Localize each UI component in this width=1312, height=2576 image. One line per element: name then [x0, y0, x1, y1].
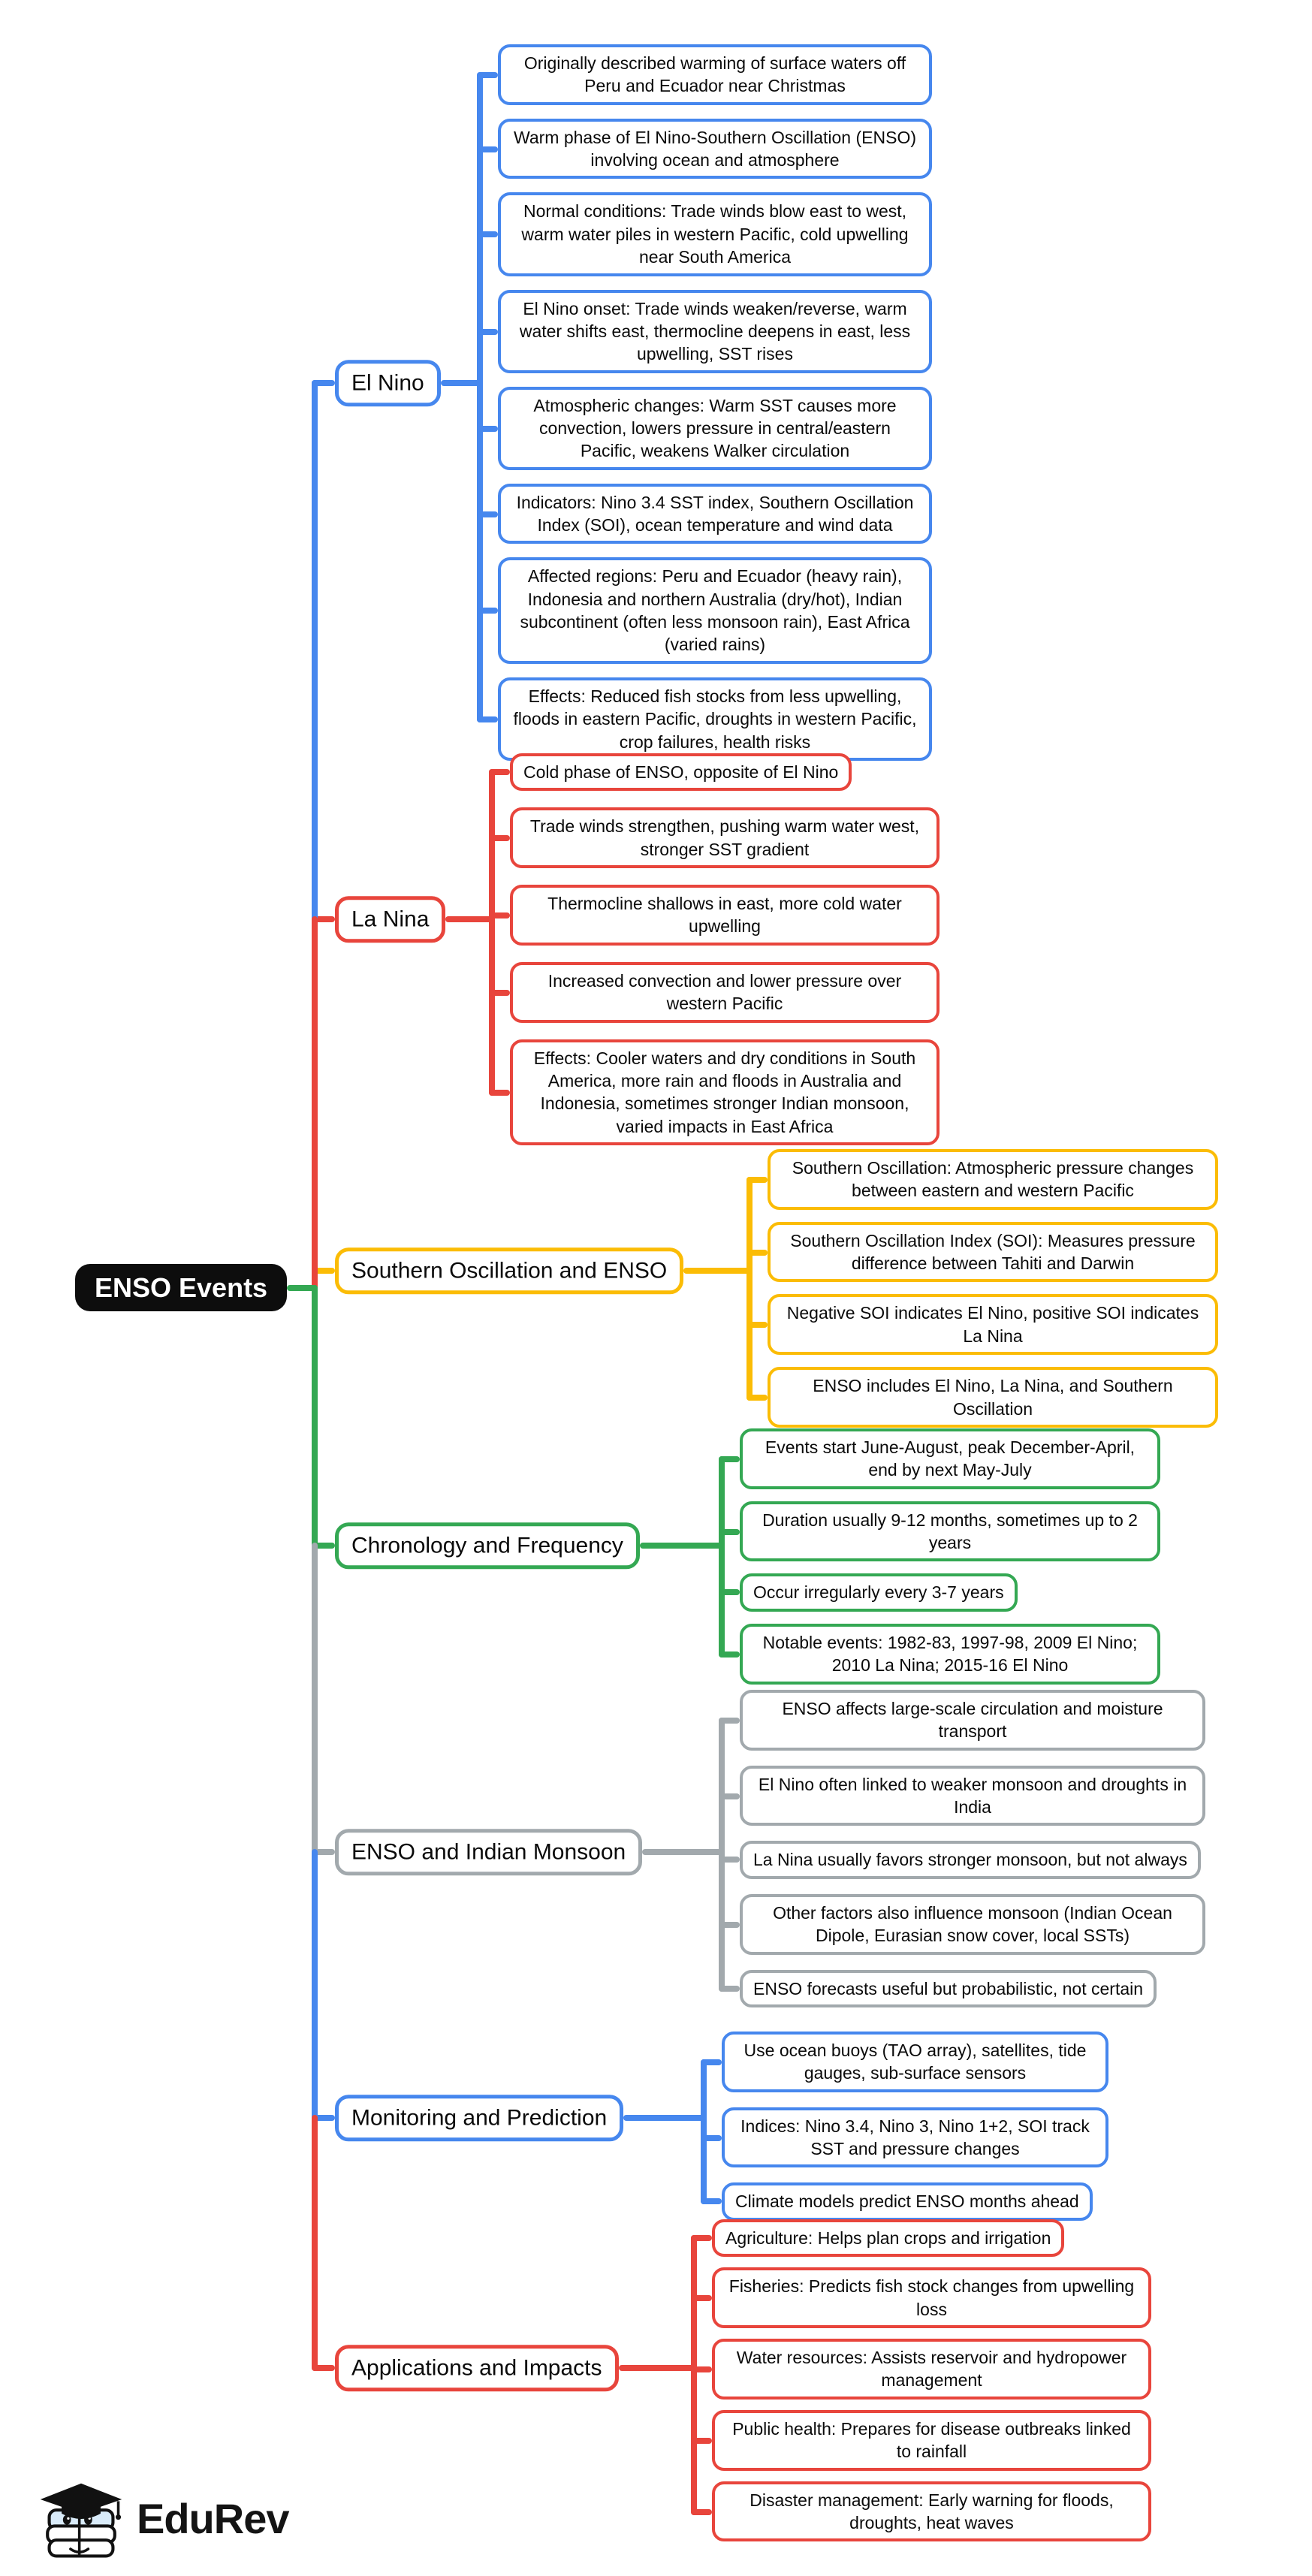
branch-label-monitoring: Monitoring and Prediction — [335, 2095, 623, 2141]
branch-label-applications: Applications and Impacts — [335, 2345, 619, 2391]
connector-line — [701, 2135, 722, 2141]
leaf-node: Use ocean buoys (TAO array), satellites, tide gauges, sub-surface sensors — [722, 2032, 1108, 2092]
leaf-node: Effects: Cooler waters and dry conditions in South America, more rain and floods in Australia and Indonesia, sometimes stronger Indian monsoon, varied impacts in East Africa — [510, 1039, 940, 1145]
leaf-node: Southern Oscillation Index (SOI): Measures pressure difference between Tahiti and Darwin — [768, 1222, 1218, 1283]
connector-line — [746, 1177, 753, 1401]
connector-line — [477, 231, 498, 237]
connector-line — [287, 1285, 318, 1291]
connector-line — [746, 1395, 768, 1401]
connector-line — [691, 2295, 712, 2301]
edurev-mascot-icon — [36, 2475, 126, 2562]
connector-line — [719, 1529, 740, 1535]
connector-line — [619, 2365, 697, 2371]
connector-line — [312, 2115, 318, 2371]
connector-line — [477, 511, 498, 517]
leaf-node: Other factors also influence monsoon (Indian Ocean Dipole, Eurasian snow cover, local SSTs) — [740, 1894, 1205, 1955]
leaf-node: Originally described warming of surface waters off Peru and Ecuador near Christmas — [498, 44, 932, 105]
connector-line — [623, 2115, 707, 2121]
connector-line — [719, 1922, 740, 1928]
leaf-node: Duration usually 9-12 months, sometimes up to 2 years — [740, 1501, 1160, 1562]
connector-line — [701, 2198, 722, 2204]
leaf-node: Climate models predict ENSO months ahead — [722, 2182, 1093, 2220]
connector-line — [489, 769, 495, 1096]
leaf-node: Increased convection and lower pressure over western Pacific — [510, 962, 940, 1023]
leaf-node: Events start June-August, peak December-April, end by next May-July — [740, 1428, 1160, 1489]
leaf-node: Thermocline shallows in east, more cold water upwelling — [510, 885, 940, 946]
leaf-node: Indices: Nino 3.4, Nino 3, Nino 1+2, SOI track SST and pressure changes — [722, 2107, 1108, 2168]
connector-line — [312, 1285, 318, 1549]
leaf-node: Disaster management: Early warning for floods, droughts, heat waves — [712, 2481, 1151, 2542]
leaf-node: Southern Oscillation: Atmospheric pressure changes between eastern and western Pacific — [768, 1149, 1218, 1210]
branch-label-la-nina: La Nina — [335, 896, 445, 943]
connector-line — [477, 426, 498, 432]
connector-line — [477, 716, 498, 722]
leaf-node: Trade winds strengthen, pushing warm water west, stronger SST gradient — [510, 807, 940, 868]
leaf-node: Notable events: 1982-83, 1997-98, 2009 El Nino; 2010 La Nina; 2015-16 El Nino — [740, 1624, 1160, 1685]
connector-line — [719, 1589, 740, 1595]
connector-line — [701, 2059, 722, 2065]
leaf-node: El Nino onset: Trade winds weaken/reverse, warm water shifts east, thermocline deepens in east, less upwelling, SST rises — [498, 290, 932, 373]
branch-label-el-nino: El Nino — [335, 360, 441, 406]
leaf-node: La Nina usually favors stronger monsoon, but not always — [740, 1841, 1201, 1878]
connector-line — [477, 146, 498, 152]
connector-line — [719, 1456, 740, 1462]
leaf-node: Public health: Prepares for disease outbreaks linked to rainfall — [712, 2410, 1151, 2471]
connector-line — [701, 2059, 707, 2205]
connector-line — [445, 916, 495, 922]
leaf-node: Indicators: Nino 3.4 SST index, Southern Oscillation Index (SOI), ocean temperature and wind data — [498, 484, 932, 544]
connector-line — [746, 1250, 768, 1256]
connector-line — [312, 1543, 318, 1855]
edurev-logo-text: EduRev — [137, 2495, 289, 2542]
connector-line — [691, 2366, 712, 2372]
connector-line — [489, 769, 510, 775]
connector-line — [691, 2235, 697, 2515]
leaf-node: Affected regions: Peru and Ecuador (heavy rain), Indonesia and northern Australia (dry/hot), Indian subcontinent (often less monsoon rain), East Africa (varied rains) — [498, 557, 932, 663]
leaf-node: Agriculture: Helps plan crops and irrigation — [712, 2219, 1064, 2257]
connector-line — [477, 329, 498, 335]
leaf-node: ENSO affects large-scale circulation and moisture transport — [740, 1690, 1205, 1751]
branch-label-chronology: Chronology and Frequency — [335, 1522, 640, 1569]
connector-line — [640, 1543, 725, 1549]
leaf-node: ENSO forecasts useful but probabilistic, not certain — [740, 1970, 1157, 2007]
connector-line — [477, 72, 483, 722]
connector-line — [719, 1456, 725, 1658]
branch-leaves-monitoring — [722, 2032, 1108, 2221]
branch-leaves-indian-monsoon — [740, 1690, 1205, 2007]
leaf-node: Fisheries: Predicts fish stock changes from upwelling loss — [712, 2267, 1151, 2328]
connector-line — [719, 1718, 740, 1724]
connector-line — [719, 1793, 740, 1799]
connector-line — [746, 1322, 768, 1328]
branch-label-indian-monsoon: ENSO and Indian Monsoon — [335, 1829, 642, 1875]
connector-line — [642, 1849, 725, 1855]
connector-line — [312, 380, 318, 922]
connector-line — [477, 72, 498, 78]
leaf-node: Occur irregularly every 3-7 years — [740, 1573, 1018, 1611]
leaf-node: Warm phase of El Nino-Southern Oscillation (ENSO) involving ocean and atmosphere — [498, 119, 932, 179]
connector-line — [312, 1849, 318, 2121]
connector-line — [719, 1651, 740, 1658]
connector-line — [691, 2235, 712, 2241]
leaf-node: Normal conditions: Trade winds blow east to west, warm water piles in western Pacific, cold upwelling near South America — [498, 192, 932, 276]
branch-leaves-applications — [712, 2219, 1151, 2541]
edurev-logo[interactable] — [36, 2475, 289, 2562]
branch-leaves-chronology — [740, 1428, 1160, 1685]
connector-line — [719, 1857, 740, 1863]
leaf-node: El Nino often linked to weaker monsoon and droughts in India — [740, 1766, 1205, 1826]
leaf-node: Atmospheric changes: Warm SST causes more convection, lowers pressure in central/eastern Pacific, weakens Walker circulation — [498, 387, 932, 470]
root-node: ENSO Events — [75, 1264, 287, 1311]
leaf-node: Water resources: Assists reservoir and hydropower management — [712, 2339, 1151, 2400]
connector-line — [719, 1718, 725, 1992]
branch-leaves-la-nina — [510, 753, 940, 1145]
leaf-node: Effects: Reduced fish stocks from less upwelling, floods in eastern Pacific, droughts in western Pacific, crop failures, health risks — [498, 677, 932, 761]
connector-line — [691, 2438, 712, 2444]
branch-leaves-southern-oscillation — [768, 1149, 1218, 1428]
leaf-node: Negative SOI indicates El Nino, positive SOI indicates La Nina — [768, 1294, 1218, 1355]
connector-line — [489, 912, 510, 918]
leaf-node: ENSO includes El Nino, La Nina, and Southern Oscillation — [768, 1367, 1218, 1428]
connector-line — [312, 916, 318, 1291]
connector-line — [489, 835, 510, 841]
connector-line — [477, 608, 498, 614]
connector-line — [489, 1090, 510, 1096]
connector-line — [719, 1986, 740, 1992]
connector-line — [683, 1268, 753, 1274]
connector-line — [489, 990, 510, 996]
connector-line — [691, 2509, 712, 2515]
branch-leaves-el-nino — [498, 44, 932, 761]
connector-line — [746, 1177, 768, 1183]
leaf-node: Cold phase of ENSO, opposite of El Nino — [510, 753, 852, 791]
branch-label-southern-oscillation: Southern Oscillation and ENSO — [335, 1247, 683, 1294]
